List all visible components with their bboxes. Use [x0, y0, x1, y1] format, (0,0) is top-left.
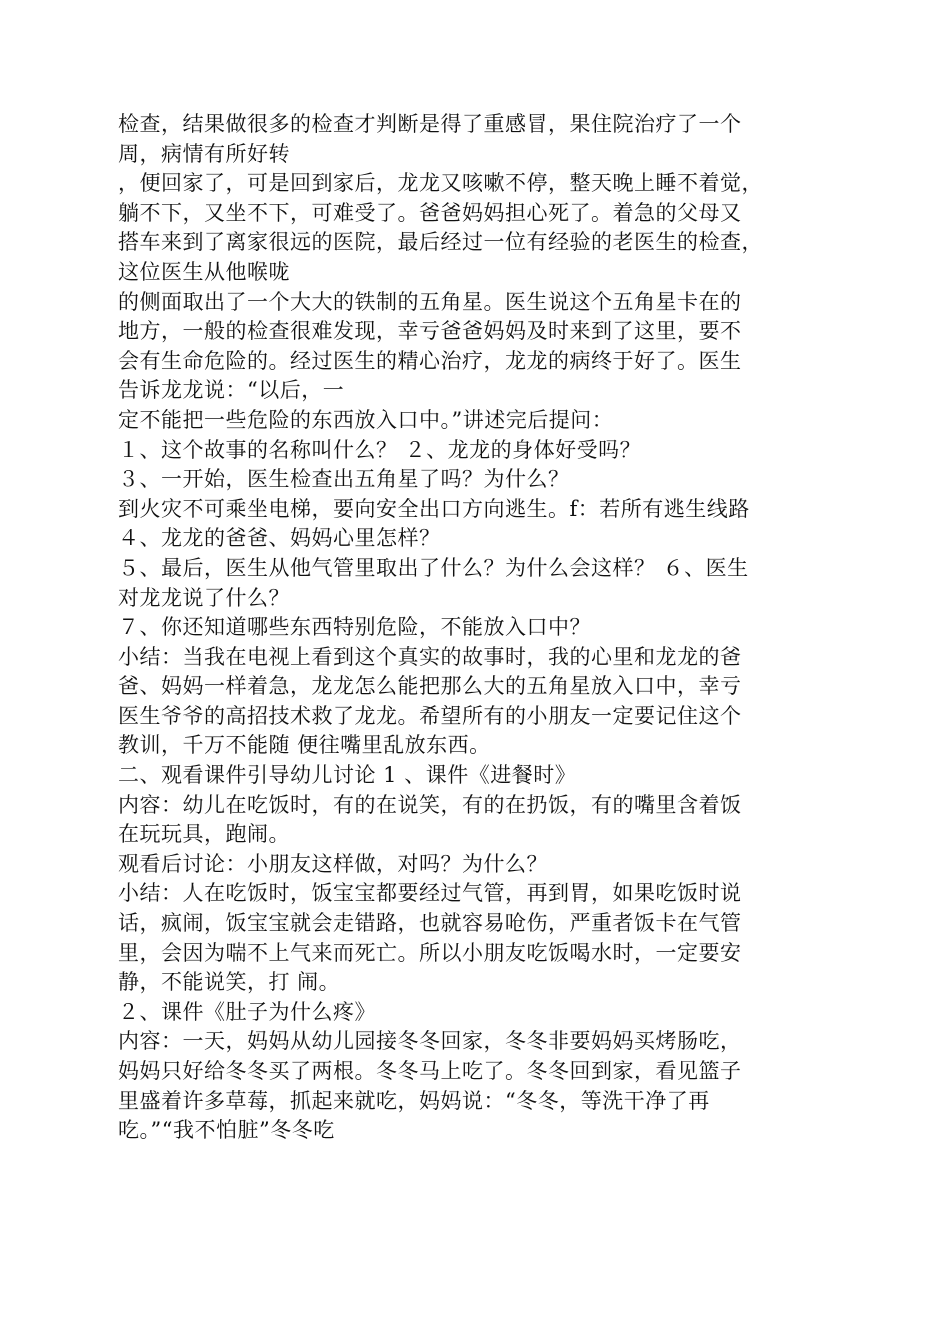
- text-line: 里，会因为喘不上气来而死亡。所以小朋友吃饭喝水时，一定要安: [118, 940, 742, 965]
- text-line: 吃。”“我不怕脏”冬冬吃: [118, 1118, 335, 1143]
- text-line: 躺不下，又坐不下，可难受了。爸爸妈妈担心死了。着急的父母又: [118, 200, 742, 225]
- text-line: 地方，一般的检查很难发现，幸亏爸爸妈妈及时来到了这里，要不: [118, 319, 742, 344]
- text-line: 内容：一天，妈妈从幼儿园接冬冬回家，冬冬非要妈妈买烤肠吃，: [118, 1029, 742, 1054]
- text-line: 静，不能说笑，打 闹。: [118, 970, 341, 995]
- text-line: ２、课件《肚子为什么疼》: [118, 999, 376, 1024]
- text-line: 定不能把一些危险的东西放入口中。”讲述完后提问：: [118, 407, 614, 432]
- text-line: 医生爷爷的高招技术救了龙龙。希望所有的小朋友一定要记住这个: [118, 703, 742, 728]
- text-line: 这位医生从他喉咙: [118, 259, 290, 284]
- text-line: 告诉龙龙说：“以后，一: [118, 378, 345, 403]
- text-line: 检查，结果做很多的检查才判断是得了重感冒，果住院治疗了一个: [118, 112, 742, 136]
- text-line: 观看后讨论：小朋友这样做，对吗？为什么？: [118, 851, 548, 876]
- text-line: ３、一开始，医生检查出五角星了吗？为什么？: [118, 467, 570, 492]
- text-line: 内容：幼儿在吃饭时，有的在说笑，有的在扔饭，有的嘴里含着饭: [118, 792, 742, 817]
- text-line: ７、你还知道哪些东西特别危险，不能放入口中？: [118, 615, 591, 640]
- text-line: １、这个故事的名称叫什么？ ２、龙龙的身体好受吗？: [118, 437, 642, 462]
- text-line: 二、观看课件引导幼儿讨论 1 、课件《进餐时》: [118, 763, 577, 788]
- text-line: 搭车来到了离家很远的医院，最后经过一位有经验的老医生的检查，: [118, 230, 763, 255]
- text-line: 妈妈只好给冬冬买了两根。冬冬马上吃了。冬冬回到家，看见篮子: [118, 1059, 742, 1083]
- text-line: ４、龙龙的爸爸、妈妈心里怎样？: [118, 526, 441, 551]
- text-line: 的侧面取出了一个大大的铁制的五角星。医生说这个五角星卡在的: [118, 289, 742, 314]
- text-line: 爸、妈妈一样着急，龙龙怎么能把那么大的五角星放入口中，幸亏: [118, 674, 742, 699]
- text-line: 小结：当我在电视上看到这个真实的故事时，我的心里和龙龙的爸: [118, 644, 742, 669]
- text-line: 会有生命危险的。经过医生的精心治疗，龙龙的病终于好了。医生: [118, 348, 742, 373]
- document-body: [118, 110, 878, 1146]
- text-line: ５、最后，医生从他气管里取出了什么？为什么会这样？ ６、医生: [118, 555, 749, 580]
- text-line: 话，疯闹，饭宝宝就会走错路，也就容易呛伤，严重者饭卡在气管: [118, 911, 742, 936]
- text-line: 在玩玩具，跑闹。: [118, 822, 290, 847]
- text-line: 里盛着许多草莓，抓起来就吃，妈妈说：“冬冬，等洗干净了再: [118, 1088, 710, 1113]
- text-line: 对龙龙说了什么？: [118, 585, 290, 610]
- text-line: ，便回家了，可是回到家后，龙龙又咳嗽不停，整天晚上睡不着觉，: [118, 171, 763, 196]
- text-line: 到火灾不可乘坐电梯，要向安全出口方向逃生。f：若所有逃生线路: [118, 496, 750, 521]
- text-line: 周，病情有所好转: [118, 141, 290, 166]
- text-line: 小结：人在吃饭时，饭宝宝都要经过气管，再到胃，如果吃饭时说: [118, 881, 742, 906]
- text-line: 教训，千万不能随 便往嘴里乱放东西。: [118, 733, 491, 758]
